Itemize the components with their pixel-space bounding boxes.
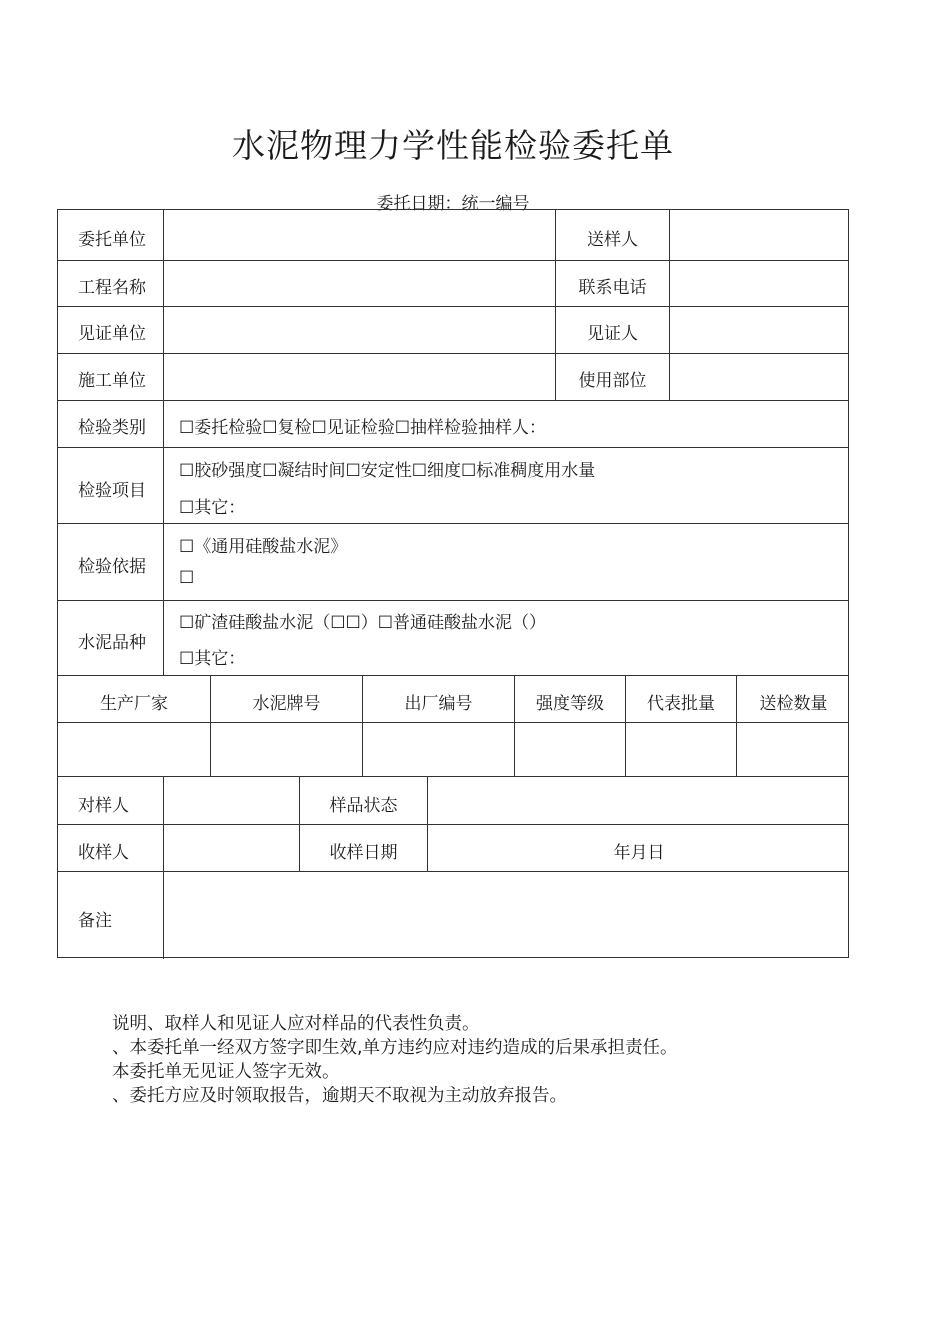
inspection-items-other: ☐其它： [179, 498, 246, 518]
inspection-items-options: ☐胶砂强度☐凝结时间☐安定性☐细度☐标准稠度用水量 [179, 461, 596, 481]
row-divider [58, 260, 848, 261]
label-inspection-items: 检验项目 [78, 481, 146, 501]
notes-section [112, 1012, 678, 1108]
row-divider [58, 675, 848, 676]
note-line: 、委托方应及时领取报告，逾期天不取视为主动放弃报告。 [112, 1086, 567, 1106]
row-divider [58, 523, 848, 524]
label-construction-unit: 施工单位 [78, 371, 146, 391]
row-divider [58, 600, 848, 601]
row-divider [58, 776, 848, 777]
header-cement-brand: 水泥牌号 [252, 694, 321, 714]
row-divider [58, 722, 848, 723]
label-project-name: 工程名称 [78, 278, 146, 298]
note-line: 说明、取样人和见证人应对样品的代表性负责。 [112, 1014, 480, 1034]
header-sample-quantity: 送检数量 [759, 694, 828, 714]
inspection-category-options: ☐委托检验☐复检☐见证检验☐抽样检验抽样人： [179, 418, 546, 438]
inspection-basis-blank: ☐ [179, 568, 195, 588]
cement-variety-options: ☐矿渣硅酸盐水泥（☐☐）☐普通硅酸盐水泥（） [179, 613, 546, 633]
commission-form-table [57, 209, 849, 958]
row-divider [58, 353, 848, 354]
col-divider [669, 210, 670, 400]
row-divider [58, 871, 848, 872]
header-manufacturer: 生产厂家 [100, 694, 168, 714]
label-usage-location: 使用部位 [578, 371, 647, 391]
label-contact-phone: 联系电话 [578, 278, 647, 298]
label-sample-sender: 送样人 [587, 230, 638, 250]
note-line: 本委托单无见证人签字无效。 [112, 1062, 340, 1082]
col-divider [163, 776, 164, 959]
label-sample-condition: 样品状态 [329, 796, 398, 816]
cement-variety-other: ☐其它： [179, 649, 246, 669]
header-strength-grade: 强度等级 [536, 694, 604, 714]
page-title: 水泥物理力学性能检验委托单 [232, 126, 674, 165]
label-witness-unit: 见证单位 [78, 324, 146, 344]
header-batch-size: 代表批量 [647, 694, 715, 714]
date-serial-line: 委托日期：统一编号 [376, 194, 530, 214]
label-witness: 见证人 [587, 324, 638, 344]
label-cement-variety: 水泥品种 [78, 633, 146, 653]
note-line: 、本委托单一经双方签字即生效,单方违约应对违约造成的后果承担责任。 [112, 1038, 678, 1058]
receive-date-value: 年月日 [613, 843, 665, 863]
row-divider [58, 306, 848, 307]
label-inspection-category: 检验类别 [78, 418, 146, 438]
label-receive-date: 收样日期 [329, 843, 398, 863]
row-divider [58, 824, 848, 825]
inspection-basis-standard: ☐《通用硅酸盐水泥》 [179, 537, 348, 557]
label-remarks: 备注 [78, 911, 112, 931]
col-divider [163, 210, 164, 675]
label-sample-receiver: 收样人 [78, 843, 129, 863]
label-inspection-basis: 检验依据 [78, 557, 146, 577]
label-sample-checker: 对样人 [78, 796, 129, 816]
label-client-unit: 委托单位 [78, 230, 146, 250]
row-divider [58, 400, 848, 401]
row-divider [58, 447, 848, 448]
header-factory-number: 出厂编号 [404, 694, 473, 714]
